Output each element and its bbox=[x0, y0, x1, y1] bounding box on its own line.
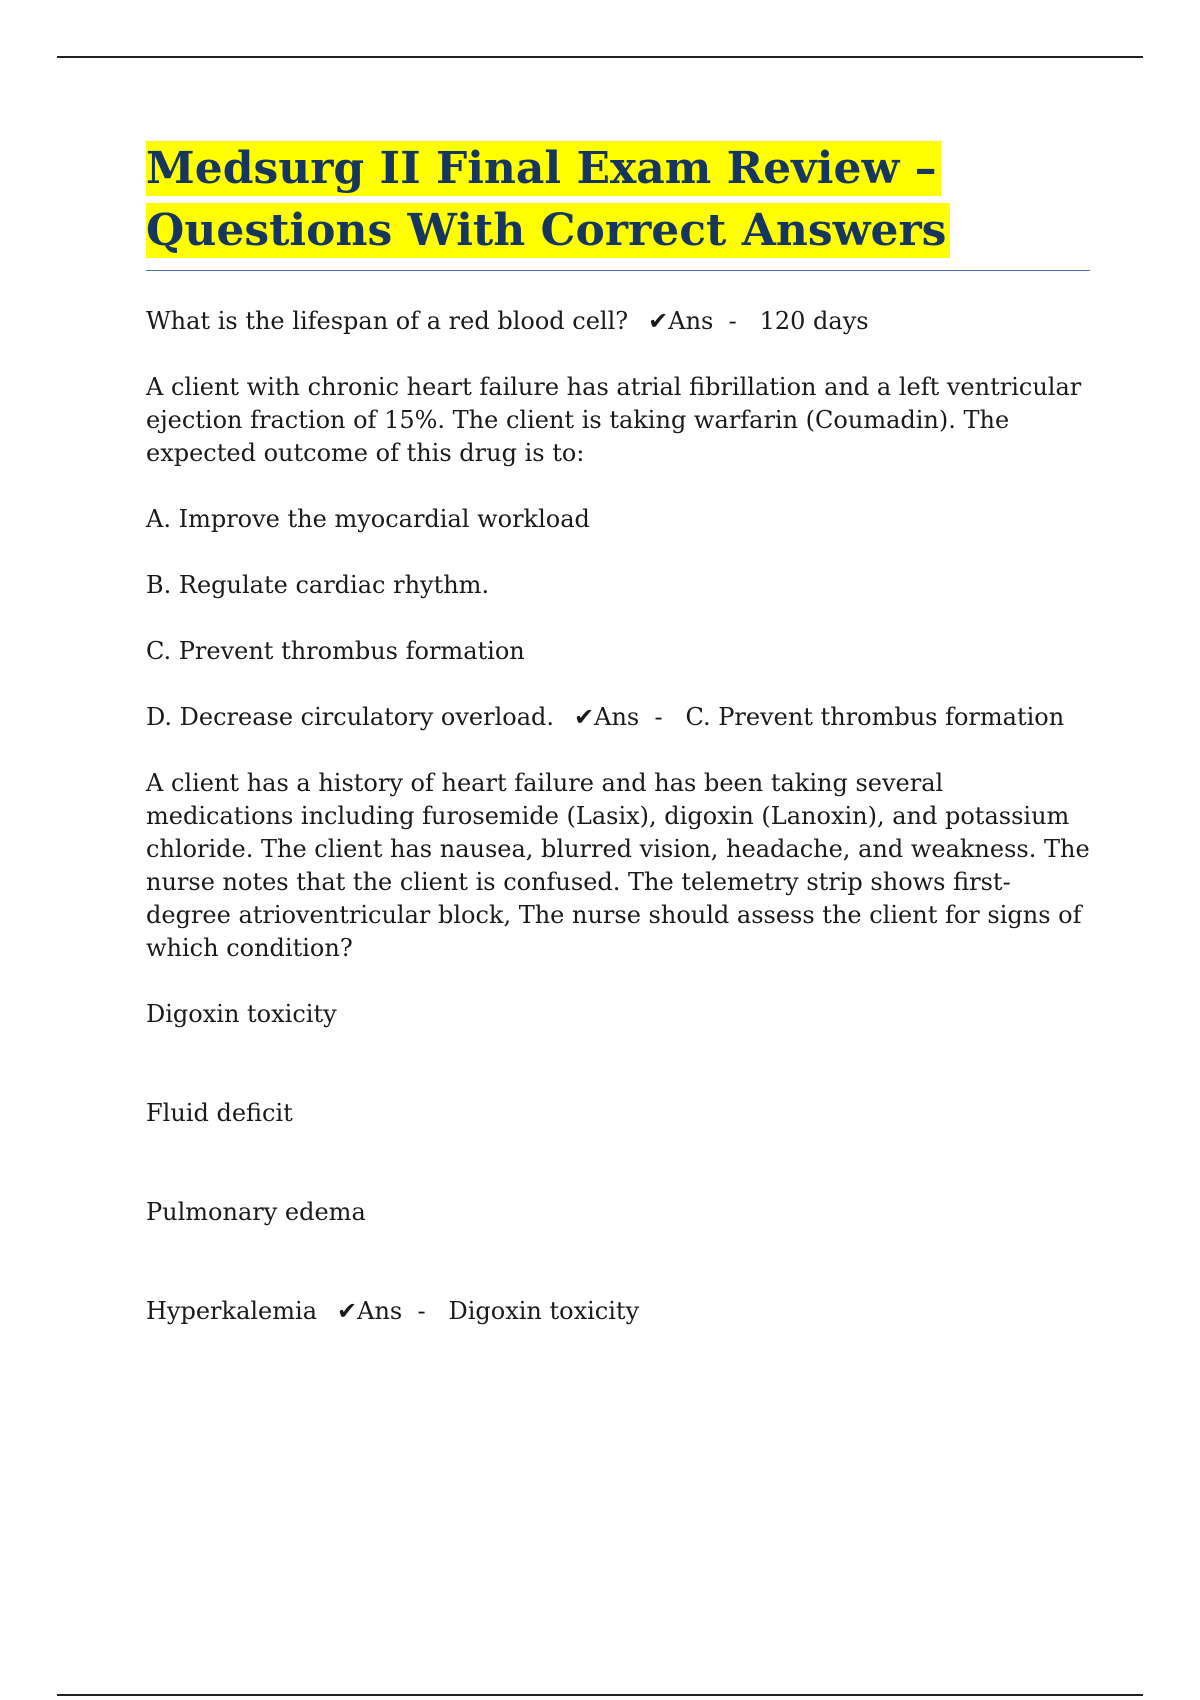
question-2-option-a: A. Improve the myocardial workload bbox=[146, 505, 590, 533]
question-3-option-2: Fluid deficit bbox=[146, 1099, 293, 1127]
question-2-option-d-row bbox=[146, 701, 1090, 734]
question-3-option-4-row bbox=[146, 1295, 1090, 1328]
footer-rule bbox=[57, 1694, 1143, 1696]
document-body bbox=[146, 138, 1098, 1361]
title-line-2: Questions With Correct Answers bbox=[146, 203, 950, 258]
title-block bbox=[146, 138, 1090, 271]
question-3-text: A client has a history of heart failure and has been taking several medications including furosemide (Lasix), digoxin (Lanoxin), and potassium chloride. The client has nausea, blurred vision, headache, and weakness. The nurse notes that the client is confused. The telemetry strip shows first-degree atrioventricular block, The nurse should assess the client for signs of which condition? bbox=[146, 769, 1098, 962]
question-2-option-b: B. Regulate cardiac rhythm. bbox=[146, 571, 490, 599]
question-2-option-c: C. Prevent thrombus formation bbox=[146, 637, 525, 665]
question-2-answer: ✔Ans - C. Prevent thrombus formation bbox=[574, 703, 1065, 731]
page-title bbox=[146, 138, 1090, 262]
question-3-option-3: Pulmonary edema bbox=[146, 1198, 366, 1226]
question-1-text: What is the lifespan of a red blood cell? bbox=[146, 307, 629, 335]
title-line-1: Medsurg II Final Exam Review – bbox=[146, 141, 941, 196]
question-1-answer: ✔Ans - 120 days bbox=[648, 307, 869, 335]
question-3-option-4: Hyperkalemia bbox=[146, 1297, 317, 1325]
question-3-answer: ✔Ans - Digoxin toxicity bbox=[337, 1297, 640, 1325]
header-rule bbox=[57, 56, 1143, 58]
question-2-option-d: D. Decrease circulatory overload. bbox=[146, 703, 554, 731]
question-3-option-1: Digoxin toxicity bbox=[146, 1000, 337, 1028]
question-1 bbox=[146, 305, 1090, 338]
question-2-text: A client with chronic heart failure has atrial fibrillation and a left ventricular ejection fraction of 15%. The client is taking warfarin (Coumadin). The expected outcome of this drug is to: bbox=[146, 373, 1089, 467]
